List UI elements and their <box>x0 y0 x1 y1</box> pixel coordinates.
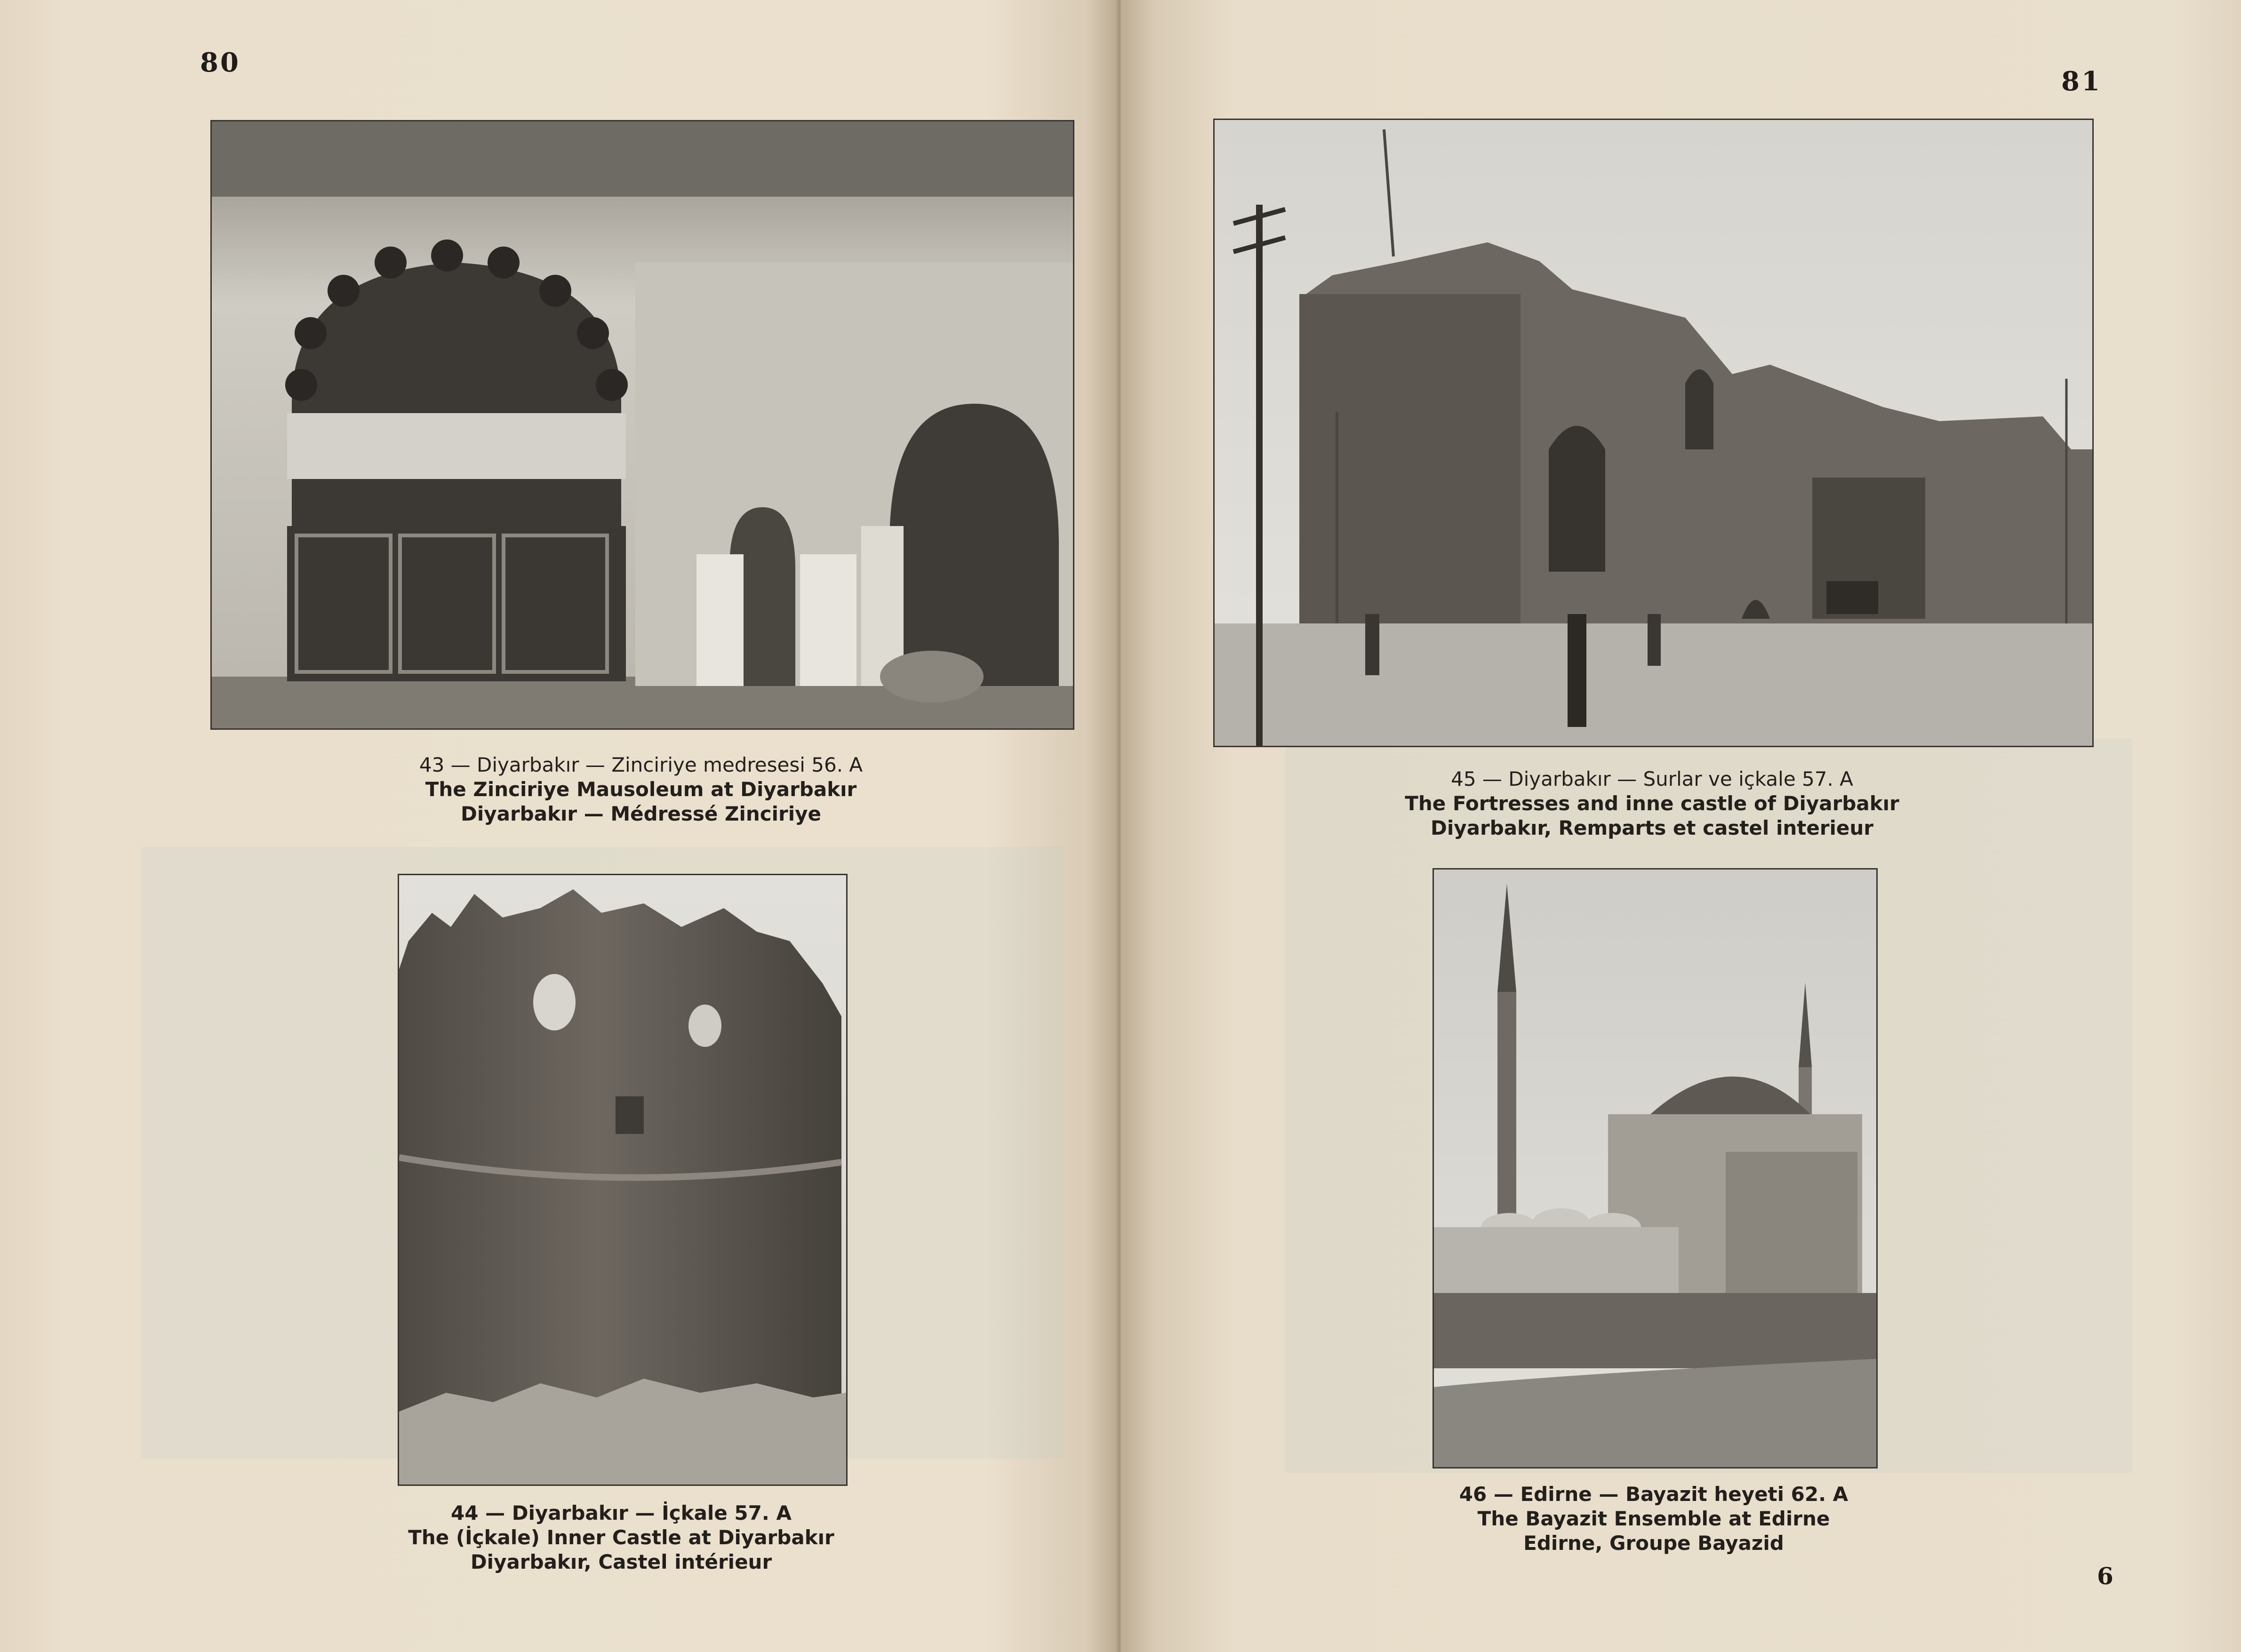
caption-line: Diyarbakır — Médressé Zinciriye <box>460 802 822 825</box>
caption-figure-46 <box>1371 1482 1936 1556</box>
caption-line: 45 — Diyarbakır — Surlar ve içkale 57. A <box>1451 767 1853 790</box>
signature-number: 6 <box>2097 1562 2113 1590</box>
photo-zinciriye-medrese <box>210 120 1074 730</box>
photo-bayazit-ensemble-edirne <box>1433 868 1878 1468</box>
caption-line: The Bayazit Ensemble at Edirne <box>1477 1507 1830 1530</box>
caption-line: 43 — Diyarbakır — Zinciriye medresesi 56. A <box>419 753 863 776</box>
caption-line: 46 — Edirne — Bayazit heyeti 62. A <box>1459 1483 1849 1506</box>
caption-figure-45 <box>1213 767 2091 840</box>
photo-ickale-inner-castle <box>398 874 848 1486</box>
left-page <box>0 0 1120 1652</box>
page-number-right: 81 <box>2061 66 2102 97</box>
caption-figure-44 <box>351 1501 892 1574</box>
right-page <box>1120 0 2241 1652</box>
caption-line: Diyarbakır, Castel intérieur <box>470 1550 772 1573</box>
page-number-left: 80 <box>200 47 240 78</box>
photo-diyarbakir-fortresses <box>1213 119 2094 747</box>
caption-line: The Zinciriye Mausoleum at Diyarbakır <box>425 778 857 801</box>
caption-line: Diyarbakır, Remparts et castel interieur <box>1430 816 1874 839</box>
caption-line: Edirne, Groupe Bayazid <box>1523 1532 1784 1555</box>
caption-line: The Fortresses and inne castle of Diyarbakır <box>1405 792 1899 815</box>
caption-line: 44 — Diyarbakır — İçkale 57. A <box>451 1501 792 1524</box>
caption-figure-43 <box>210 753 1072 826</box>
caption-line: The (İçkale) Inner Castle at Diyarbakır <box>408 1526 834 1549</box>
